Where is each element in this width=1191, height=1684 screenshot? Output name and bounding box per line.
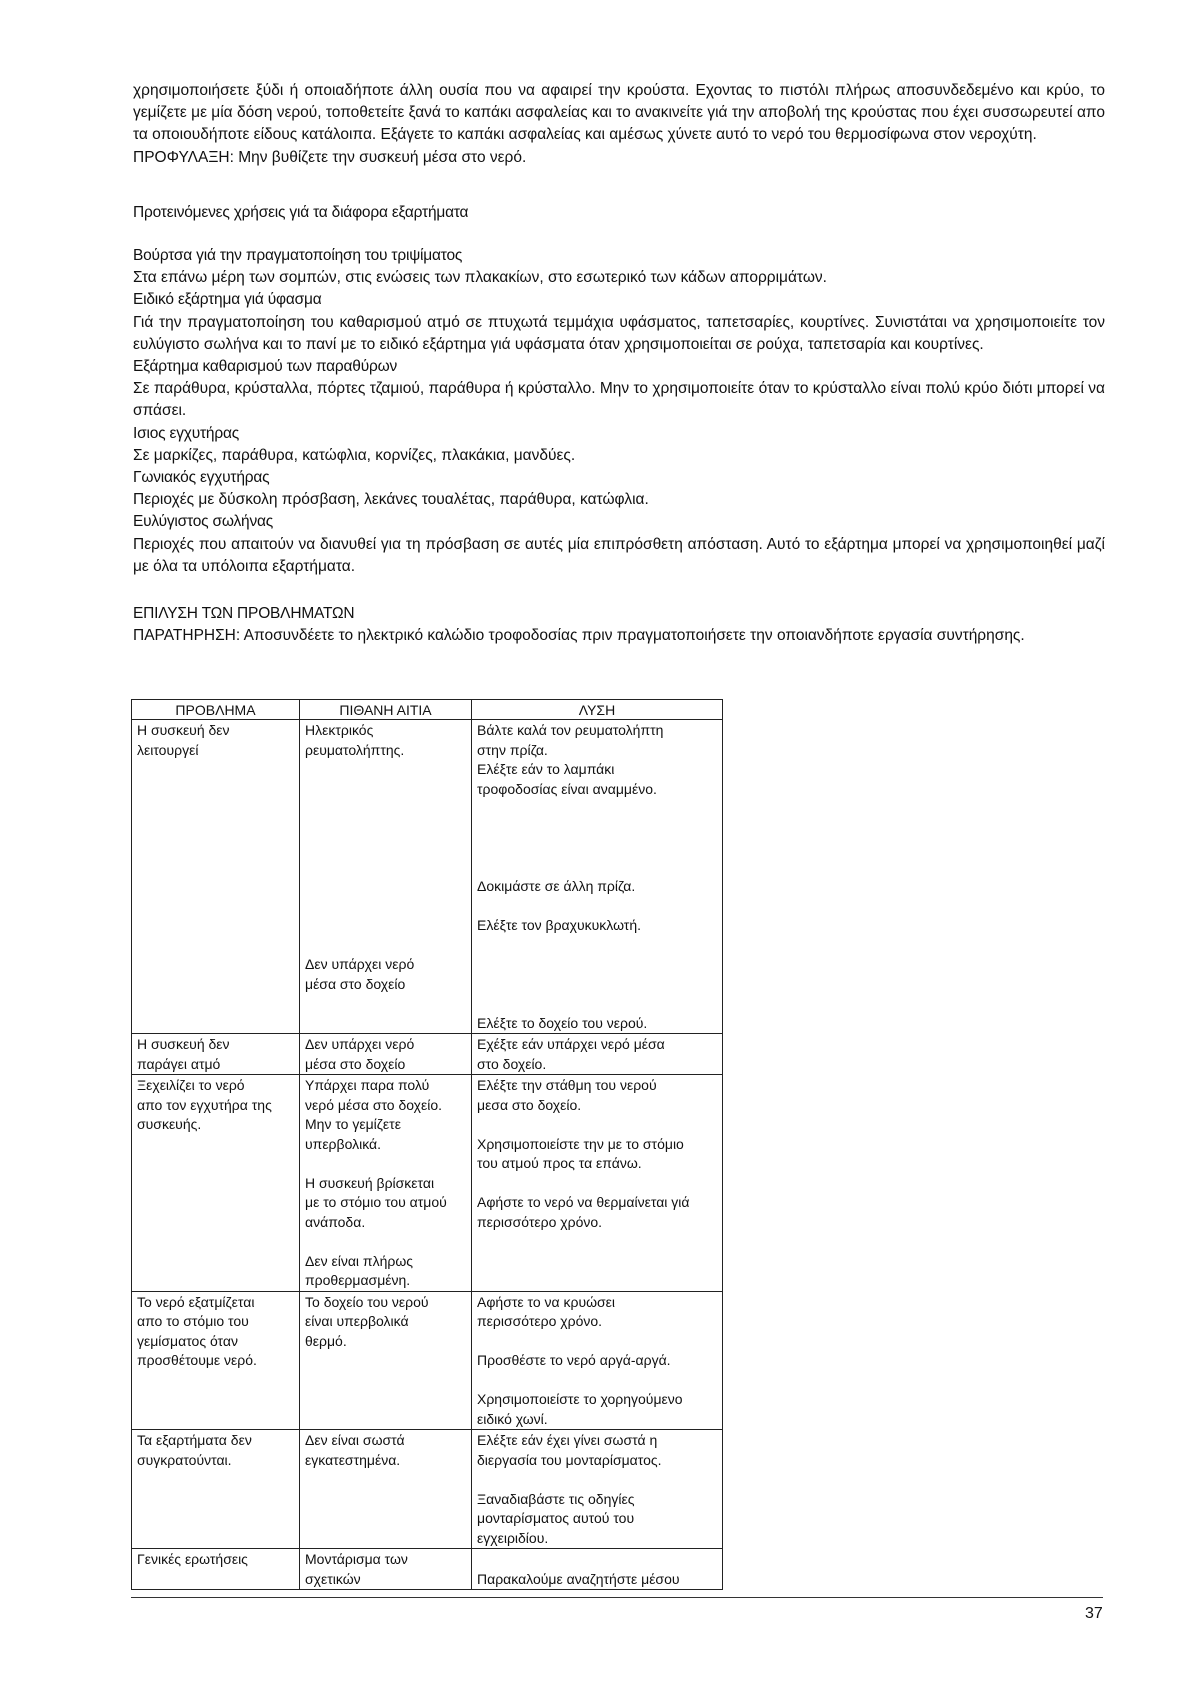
cause-cell — [300, 1075, 472, 1292]
page-body — [133, 80, 1105, 647]
table-row — [132, 1075, 723, 1292]
solution-cell — [472, 1075, 723, 1292]
troubleshooting-note: ΠΑΡΑΤΗΡΗΣΗ: Αποσυνδέετε το ηλεκτρικό καλώδιο τροφοδοσίας πριν πραγματοποιήσετε την οποιανδήποτε εργασία συντήρησης. — [133, 627, 1025, 645]
accessory-heading-window: Εξάρτημα καθαρισμού των παραθύρων — [133, 358, 398, 376]
problem-text: Το νερό εξατμίζεται απο το στόμιο του γεμίσματος όταν προσθέτουμε νερό. — [137, 1293, 257, 1368]
cause-cell — [300, 1549, 472, 1590]
table-header-row — [132, 700, 723, 720]
accessory-text-window: Σε παράθυρα, κρύσταλλα, πόρτες τζαμιού, παράθυρα ή κρύσταλλο. Μην το χρησιμοποιείτε όταν το κρύσταλλο είναι πολύ κρύο διότι μπορεί να σπάσει. — [133, 380, 1105, 420]
accessories-section-title: Προτεινόμενες χρήσεις γιά τα διάφορα εξαρτήματα — [133, 203, 469, 221]
solution-cell — [472, 1549, 723, 1590]
table-row — [132, 1034, 723, 1075]
accessory-heading-flexible-hose: Ευλύγιστος σωλήνας — [133, 513, 274, 531]
table-row — [132, 720, 723, 1034]
solution-text: Παρακαλούμε αναζητήστε μέσου — [477, 1570, 680, 1587]
problem-text: Τα εξαρτήματα δεν συγκρατούνται. — [137, 1432, 252, 1468]
cause-text: Υπάρχει παρα πολύ νερό μέσα στο δοχείο. Μην το γεμίζετε υπερβολικά. Η συσκευή βρίσκεται με το στόμιο του ατμού ανάποδα. Δεν είναι πλήρως προθερμασμένη. — [305, 1077, 447, 1288]
problem-cell — [132, 720, 300, 1034]
problem-text: Η συσκευή δεν παράγει ατμό — [137, 1036, 230, 1072]
cause-text: Το δοχείο του νερού είναι υπερβολικά θερμό. — [305, 1293, 429, 1349]
accessory-text-brush: Στα επάνω μέρη των σομπών, στις ενώσεις των πλακακίων, στο εσωτερικό των κάδων απορριμάτων. — [133, 269, 827, 287]
precaution-note: ΠΡΟΦΥΛΑΞΗ: Μην βυθίζετε την συσκευή μέσα στο νερό. — [133, 148, 527, 166]
cause-text: Δεν υπάρχει νερό μέσα στο δοχείο — [305, 1036, 415, 1072]
problem-cell — [132, 1034, 300, 1075]
problem-text: Ξεχειλίζει το νερό απο τον εγχυτήρα της συσκευής. — [137, 1077, 272, 1132]
page-number: 37 — [1085, 1605, 1103, 1622]
cause-text: Δεν είναι σωστά εγκατεστημένα. — [305, 1432, 405, 1468]
solution-cell — [472, 1291, 723, 1430]
problem-text: Η συσκευή δεν λειτουργεί — [137, 722, 230, 758]
cause-cell — [300, 1291, 472, 1430]
cause-text: Μοντάρισμα των σχετικών — [305, 1551, 408, 1587]
accessory-text-fabric: Γιά την πραγματοποίηση του καθαρισμού ατμό σε πτυχωτά τεμμάχια υφάσματος, ταπετσαρίες, κουρτίνες. Συνιστάται να χρησιμοποιείτε τον ευλύγιστο σωλήνα και το πανί με το ειδικό εξάρτημα γιά υφάσματα όταν χρησιμοποιείται σε ρούχα, ταπετσαρία και κουρτίνες. — [133, 313, 1105, 353]
accessory-text-angled-nozzle: Περιοχές με δύσκολη πρόσβαση, λεκάνες τουαλέτας, παράθυρα, κατώφλια. — [133, 491, 649, 509]
header-cause: ΠΙΘΑΝΗ ΑΙΤΙΑ — [300, 700, 472, 720]
cause-cell — [300, 1034, 472, 1075]
troubleshooting-title: ΕΠΙΛΥΣΗ ΤΩΝ ΠΡΟΒΛΗΜΑΤΩΝ — [133, 605, 355, 623]
solution-text: Ελέξτε την στάθμη του νερού μεσα στο δοχείο. Χρησιμοποιείστε την με το στόμιο του ατμού προς τα επάνω. Αφήστε το νερό να θερμαίνεται γιά περισσότερο χρόνο. — [477, 1077, 690, 1230]
troubleshooting-table — [131, 699, 723, 1590]
problem-cell — [132, 1430, 300, 1549]
header-solution: ΛΥΣΗ — [472, 700, 723, 720]
accessory-heading-brush: Βούρτσα γιά την πραγματοποίηση του τριψίματος — [133, 247, 463, 265]
cause-cell — [300, 720, 472, 1034]
accessory-text-straight-nozzle: Σε μαρκίζες, παράθυρα, κατώφλια, κορνίζες, πλακάκια, μανδύες. — [133, 446, 576, 464]
solution-text: Αφήστε το να κρυώσει περισσότερο χρόνο. Προσθέστε το νερό αργά-αργά. Χρησιμοποιείστε το χορηγούμενο ειδικό χωνί. — [477, 1293, 683, 1427]
solution-cell — [472, 1430, 723, 1549]
accessory-heading-straight-nozzle: Ισιος εγχυτήρας — [133, 424, 239, 442]
header-problem: ΠΡΟΒΛΗΜΑ — [132, 700, 300, 720]
solution-cell — [472, 720, 723, 1034]
solution-text: Βάλτε καλά τον ρευματολήπτη στην πρίζα. Ελέξτε εάν το λαμπάκι τροφοδοσίας είναι αναμμένο. Δοκιμάστε σε άλλη πρίζα. Ελέξτε τον βραχυκυκλωτή. Ελέξτε το δοχείο του νερού. — [477, 722, 664, 1031]
footer-rule — [131, 1597, 1103, 1598]
cause-text: Ηλεκτρικός ρευματολήπτης. Δεν υπάρχει νερό μέσα στο δοχείο — [305, 722, 415, 992]
accessory-heading-angled-nozzle: Γωνιακός εγχυτήρας — [133, 469, 270, 487]
problem-text: Γενικές ερωτήσεις — [137, 1551, 248, 1567]
accessory-list — [133, 245, 1105, 578]
table-row — [132, 1291, 723, 1430]
solution-cell — [472, 1034, 723, 1075]
problem-cell — [132, 1075, 300, 1292]
accessory-text-flexible-hose: Περιοχές που απαιτούν να διανυθεί για τη πρόσβαση σε αυτές μία επιπρόσθετη απόσταση. Αυτό το εξάρτημα μπορεί να χρησιμοποιηθεί μαζί με όλα τα υπόλοιπα εξαρτήματα. — [133, 535, 1105, 575]
problem-cell — [132, 1549, 300, 1590]
table-row — [132, 1430, 723, 1549]
solution-text: Ελέξτε εάν έχει γίνει σωστά η διεργασία του μονταρίσματος. Ξαναδιαβάστε τις οδηγίες μονταρίσματος αυτού του εγχειριδίου. — [477, 1432, 662, 1546]
accessory-heading-fabric: Ειδικό εξάρτημα γιά ύφασμα — [133, 291, 322, 309]
intro-paragraph: χρησιμοποιήσετε ξύδι ή οποιαδήποτε άλλη ουσία που να αφαιρεί την κρούστα. Εχοντας το πιστόλι πλήρως αποσυνδεδεμένο και κρύο, το γεμίζετε με μία δόση νερού, τοποθετείτε ξανά το καπάκι ασφαλείας και το ανακινείτε γιά την αποβολή της κρούστας που έχει συσσωρευτεί απο τα οποιουδήποτε είδους κατάλοιπα. Εξάγετε το καπάκι ασφαλείας και αμέσως χύνετε αυτό το νερό του θερμοσίφωνα στον νεροχύτη. — [133, 82, 1105, 144]
solution-text: Εχέξτε εάν υπάρχει νερό μέσα στο δοχείο. — [477, 1036, 665, 1072]
problem-cell — [132, 1291, 300, 1430]
table-row — [132, 1549, 723, 1590]
cause-cell — [300, 1430, 472, 1549]
